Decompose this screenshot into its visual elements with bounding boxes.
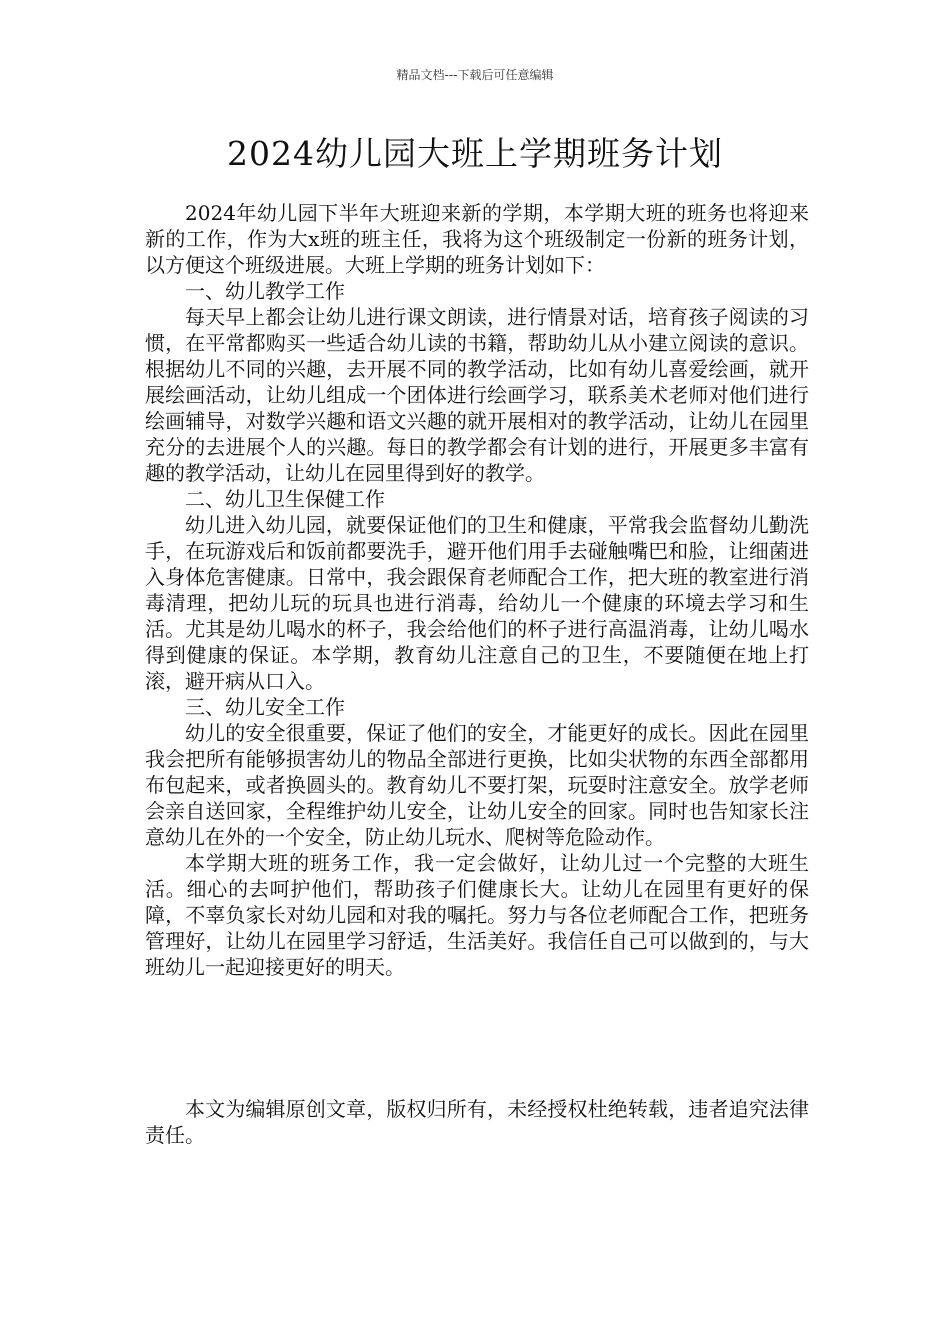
document-body — [145, 200, 809, 980]
section-heading-hygiene: 二、幼儿卫生保健工作 — [185, 487, 385, 511]
section-heading-teaching: 一、幼儿教学工作 — [185, 279, 345, 303]
header-note: 精品文档---下载后可任意编辑 — [396, 68, 554, 82]
section-body-teaching: 每天早上都会让幼儿进行课文朗读，进行情景对话，培育孩子阅读的习惯，在平常都购买一些适合幼儿读的书籍，帮助幼儿从小建立阅读的意识。根据幼儿不同的兴趣，去开展不同的教学活动，比如有幼儿喜爱绘画，就开展绘画活动，让幼儿组成一个团体进行绘画学习，联系美术老师对他们进行绘画辅导，对数学兴趣和语文兴趣的就开展相对的教学活动，让幼儿在园里充分的去进展个人的兴趣。每日的教学都会有计划的进行，开展更多丰富有趣的教学活动，让幼儿在园里得到好的教学。 — [145, 305, 809, 485]
intro-paragraph: 2024年幼儿园下半年大班迎来新的学期，本学期大班的班务也将迎来新的工作，作为大x班的班主任，我将为这个班级制定一份新的班务计划，以方便这个班级进展。大班上学期的班务计划如下： — [145, 201, 809, 277]
copyright-note: 本文为编辑原创文章，版权归所有，未经授权杜绝转载，违者追究法律责任。 — [145, 1097, 809, 1147]
section-body-safety: 幼儿的安全很重要，保证了他们的安全，才能更好的成长。因此在园里我会把所有能够损害幼儿的物品全部进行更换，比如尖状物的东西全部都用布包起来，或者换圆头的。教育幼儿不要打架，玩耍时注意安全。放学老师会亲自送回家，全程维护幼儿安全，让幼儿安全的回家。同时也告知家长注意幼儿在外的一个安全，防止幼儿玩水、爬树等危险动作。 — [145, 721, 809, 849]
document-title: 2024幼儿园大班上学期班务计划 — [227, 134, 723, 173]
section-body-hygiene: 幼儿进入幼儿园，就要保证他们的卫生和健康，平常我会监督幼儿勤洗手，在玩游戏后和饭前都要洗手，避开他们用手去碰触嘴巴和脸，让细菌进入身体危害健康。日常中，我会跟保育老师配合工作，把大班的教室进行消毒清理，把幼儿玩的玩具也进行消毒，给幼儿一个健康的环境去学习和生活。尤其是幼儿喝水的杯子，我会给他们的杯子进行高温消毒，让幼儿喝水得到健康的保证。本学期，教育幼儿注意自己的卫生，不要随便在地上打滚，避开病从口入。 — [145, 513, 809, 693]
section-heading-safety: 三、幼儿安全工作 — [185, 695, 345, 719]
conclusion-paragraph: 本学期大班的班务工作，我一定会做好，让幼儿过一个完整的大班生活。细心的去呵护他们，帮助孩子们健康长大。让幼儿在园里有更好的保障，不辜负家长对幼儿园和对我的嘱托。努力与各位老师配合工作，把班务管理好，让幼儿在园里学习舒适，生活美好。我信任自己可以做到的，与大班幼儿一起迎接更好的明天。 — [145, 851, 809, 979]
